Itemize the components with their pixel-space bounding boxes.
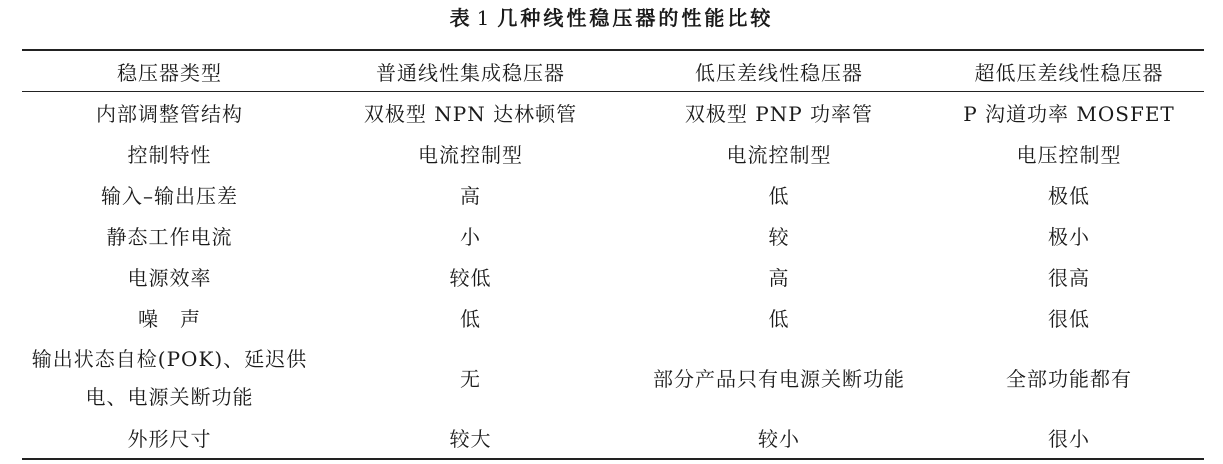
table-cell: 高 <box>768 266 790 290</box>
header-row <box>22 50 1204 92</box>
table-cell: 较 <box>768 225 790 249</box>
table-row <box>22 133 1204 174</box>
table-cell: 很低 <box>1048 307 1090 331</box>
table-cell: 全部功能都有 <box>1006 367 1132 391</box>
table-cell: 双极型 NPN 达林顿管 <box>363 102 578 126</box>
table-row <box>22 174 1204 215</box>
row-label: 噪 声 <box>138 307 201 331</box>
row-label: 输出状态自检(POK)、延迟供电、电源关断功能 <box>31 346 308 409</box>
table-cell: P 沟道功率 MOSFET <box>963 102 1175 126</box>
caption-number: 1 <box>476 6 490 30</box>
table-cell: 低 <box>460 307 481 331</box>
table-cell: 电流控制型 <box>418 143 523 167</box>
table-cell: 较小 <box>758 427 800 451</box>
table-cell: 低 <box>768 307 790 331</box>
table-row <box>22 417 1204 459</box>
row-label: 电源效率 <box>127 266 212 290</box>
caption-prefix: 表 <box>449 6 473 30</box>
row-label: 控制特性 <box>127 143 212 167</box>
table-cell: 较大 <box>449 427 492 451</box>
table-row <box>22 92 1204 134</box>
table-row <box>22 256 1204 297</box>
row-label: 内部调整管结构 <box>96 102 243 126</box>
header-cell-ultra-ldo: 超低压差线性稳压器 <box>974 60 1164 85</box>
table-cell: 极低 <box>1048 184 1090 208</box>
table-row <box>22 215 1204 256</box>
table-cell: 无 <box>460 367 481 391</box>
table-row <box>22 338 1204 417</box>
table-cell: 极小 <box>1048 225 1090 249</box>
table-cell: 电流控制型 <box>726 143 832 167</box>
table-cell: 很高 <box>1048 266 1090 290</box>
row-label: 输入–输出压差 <box>101 184 238 208</box>
table-cell: 部分产品只有电源关断功能 <box>653 367 905 391</box>
header-cell-type: 稳压器类型 <box>117 60 222 85</box>
table-caption <box>0 4 1223 32</box>
table-cell: 高 <box>460 184 481 208</box>
header-cell-ldo: 低压差线性稳压器 <box>695 60 863 85</box>
table-cell: 低 <box>768 184 790 208</box>
table-cell: 双极型 PNP 功率管 <box>684 102 874 126</box>
table-cell: 小 <box>460 225 481 249</box>
caption-title: 几种线性稳压器的性能比较 <box>497 6 774 30</box>
row-label: 静态工作电流 <box>106 225 233 249</box>
table-cell: 电压控制型 <box>1016 143 1122 167</box>
table-row <box>22 297 1204 338</box>
comparison-table <box>22 49 1204 460</box>
table-cell: 较低 <box>449 266 492 290</box>
row-label: 外形尺寸 <box>127 427 212 451</box>
table-cell: 很小 <box>1048 427 1090 451</box>
header-cell-standard: 普通线性集成稳压器 <box>376 60 565 85</box>
